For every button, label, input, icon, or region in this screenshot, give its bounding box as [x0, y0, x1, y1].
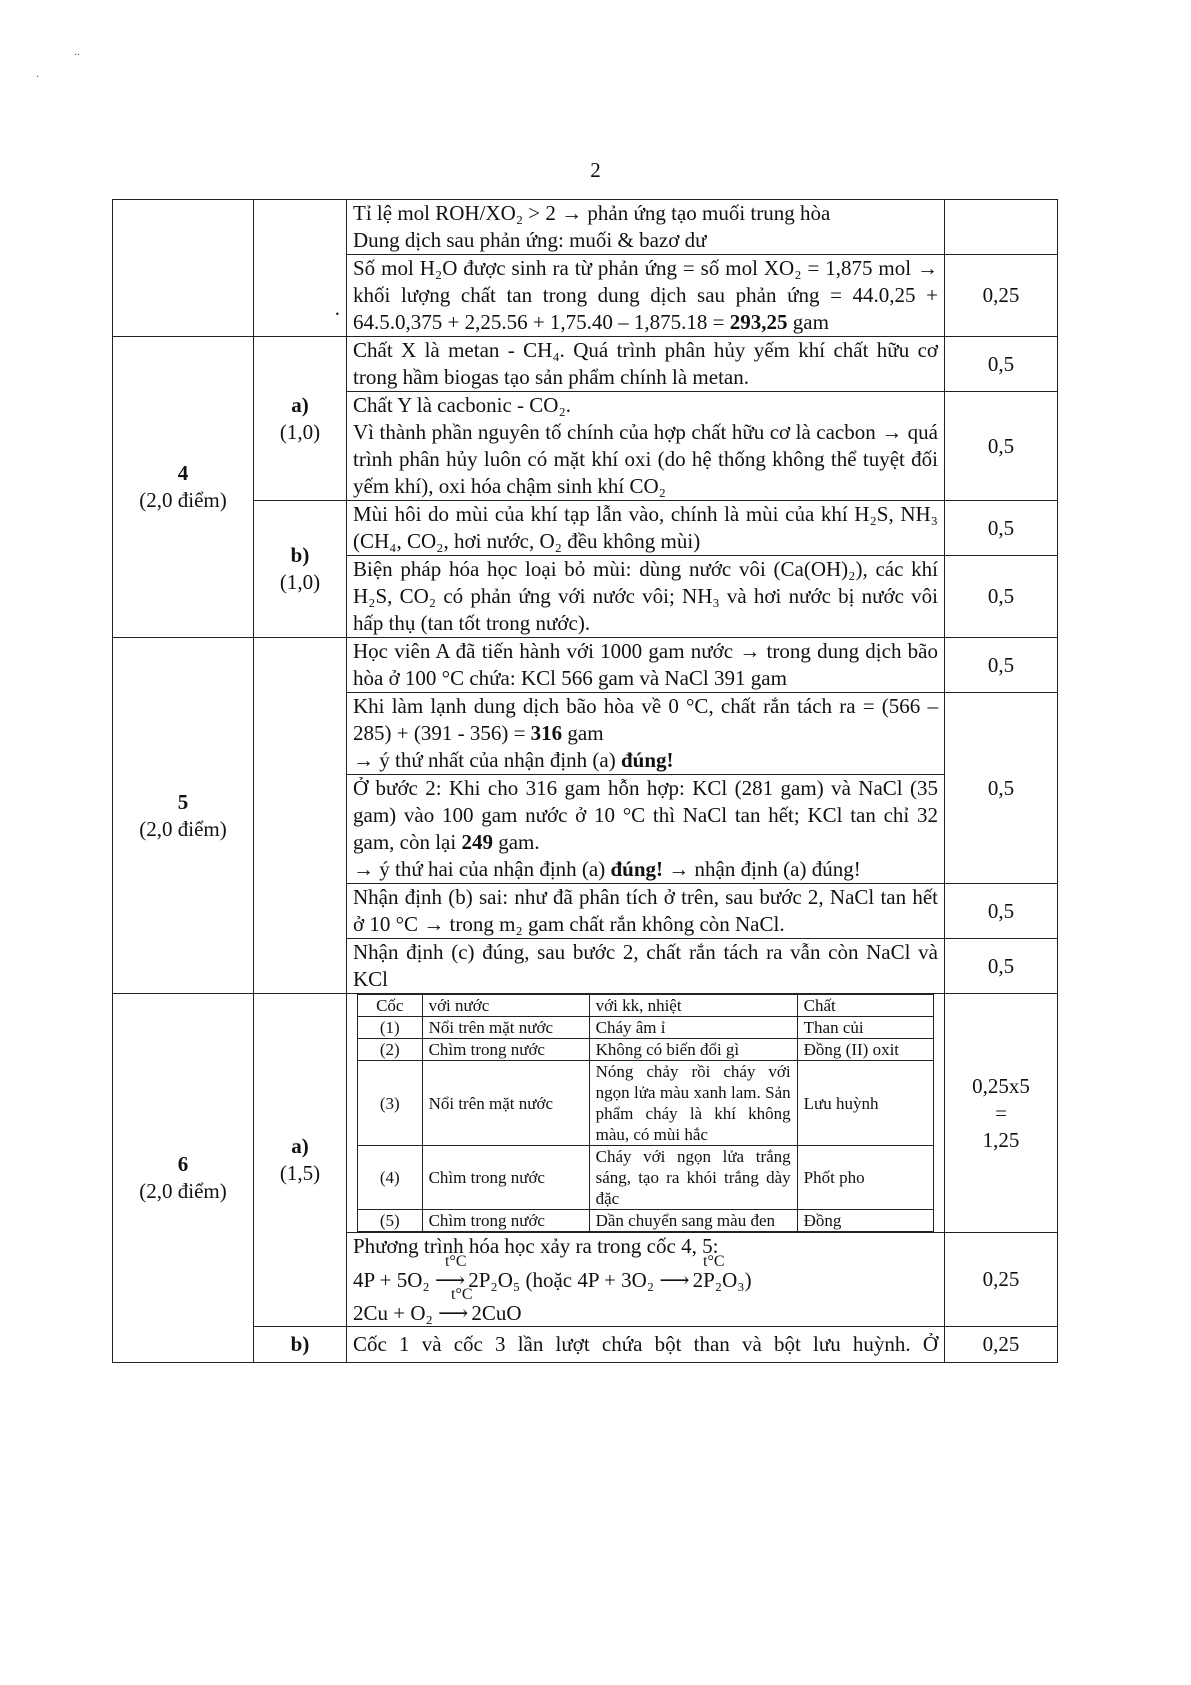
bold-value: đúng! — [610, 857, 664, 881]
question-cell — [113, 994, 254, 1363]
content-line: Vì thành phần nguyên tố chính của hợp chất hữu cơ là cacbon → quá trình phân hủy luôn có mặt khí oxi (do hệ thống không thể tuyệt đối yếm khí), oxi hóa chậm sinh khí CO₂ — [353, 420, 938, 498]
condition-label: t°C — [451, 1286, 473, 1303]
content-cell: Mùi hôi do mùi của khí tạp lẫn vào, chính là mùi của khí H₂S, NH₃ (CH₄, CO₂, hơi nước, O₂ đều không mùi) — [347, 501, 945, 556]
page-number: 2 — [590, 158, 601, 182]
equation-text: 2P₂O₃) — [692, 1268, 752, 1292]
content-text: → ý thứ hai của nhận định (a) — [353, 857, 611, 881]
content-text: gam. — [492, 830, 540, 854]
content-cell — [347, 994, 945, 1233]
content-line: Chất Y là cacbonic - CO₂. — [353, 393, 572, 417]
content-cell: Nhận định (c) đúng, sau bước 2, chất rắn tách ra vẫn còn NaCl và KCl — [347, 939, 945, 994]
score-line: = — [995, 1100, 1007, 1125]
inner-cell: Nổi trên mặt nước — [422, 1061, 589, 1146]
equation-text: 2Cu + O₂ — [353, 1301, 433, 1325]
question-points: (2,0 điểm) — [139, 816, 227, 841]
equation-line — [353, 1286, 938, 1326]
stray-dot: . — [334, 295, 340, 320]
inner-cell: Phốt pho — [797, 1146, 933, 1210]
part-points: (1,5) — [279, 1161, 321, 1185]
score-cell: 0,5 — [945, 939, 1058, 994]
scan-dot: . — [36, 66, 39, 80]
content-text: → ý thứ nhất của nhận định (a) — [353, 748, 621, 772]
content-cell — [347, 392, 945, 501]
part-points: (1,0) — [279, 419, 321, 444]
score-cell: 0,5 — [945, 392, 1058, 501]
inner-cell: Than củi — [797, 1017, 933, 1039]
part-label: a) — [291, 392, 309, 417]
inner-cell: Đồng — [797, 1210, 933, 1232]
inner-cell: Lưu huỳnh — [797, 1061, 933, 1146]
equation-text: 4P + 5O₂ — [353, 1268, 430, 1292]
inner-cell: Cháy với ngọn lửa trắng sáng, tạo ra khói trắng dày đặc — [589, 1146, 797, 1210]
score-cell: 0,5 — [945, 638, 1058, 693]
score-cell: 0,25 — [945, 255, 1058, 337]
inner-cell: Nổi trên mặt nước — [422, 1017, 589, 1039]
content-cell: Cốc 1 và cốc 3 lần lượt chứa bột than và bột lưu huỳnh. Ở — [347, 1327, 945, 1363]
inner-row — [358, 1039, 934, 1061]
inner-header: với kk, nhiệt — [589, 995, 797, 1017]
question-cell — [113, 638, 254, 994]
condition-label: t°C — [445, 1253, 467, 1270]
content-cell — [347, 693, 945, 775]
part-cell — [254, 1327, 347, 1363]
inner-cell: Chìm trong nước — [422, 1146, 589, 1210]
condition-label: t°C — [703, 1253, 725, 1270]
equation-text: 2CuO — [471, 1301, 522, 1325]
inner-cell: (5) — [358, 1210, 423, 1232]
inner-cell: Cháy âm ỉ — [589, 1017, 797, 1039]
bold-value: đúng! — [620, 748, 674, 772]
content-cell — [347, 200, 945, 255]
content-text: Khi làm lạnh dung dịch bão hòa về 0 °C, chất rắn tách ra = (566 – 285) + (391 - 356) = — [353, 694, 938, 745]
question-cell — [113, 337, 254, 638]
inner-header-row — [358, 995, 934, 1017]
table-row — [113, 200, 1058, 255]
part-label: b) — [290, 1332, 310, 1356]
score-line: 0,25x5 — [972, 1073, 1030, 1098]
score-cell: 0,5 — [945, 501, 1058, 556]
inner-cell: Dần chuyển sang màu đen — [589, 1210, 797, 1232]
inner-cell: (3) — [358, 1061, 423, 1146]
arrow-icon: ⟶ — [434, 1268, 466, 1292]
score-cell — [945, 200, 1058, 255]
inner-header: với nước — [422, 995, 589, 1017]
content-cell — [347, 775, 945, 884]
score-cell: 0,25 — [945, 1327, 1058, 1363]
equation-text: 2P₂O₅ (hoặc 4P + 3O₂ — [468, 1268, 655, 1292]
score-cell: 0,5 — [945, 693, 1058, 884]
part-cell — [254, 200, 347, 337]
arrow-icon: ⟶ — [659, 1268, 690, 1292]
content-cell: Chất X là metan - CH₄. Quá trình phân hủy yếm khí chất hữu cơ trong hầm biogas tạo sản phẩm chính là metan. — [347, 337, 945, 392]
content-cell — [347, 255, 945, 337]
inner-cell: (2) — [358, 1039, 423, 1061]
question-number: 4 — [177, 461, 189, 485]
part-cell — [254, 337, 347, 501]
inner-header: Chất — [797, 995, 933, 1017]
answer-table — [112, 199, 1058, 1363]
equation-line — [353, 1253, 938, 1293]
question-points: (2,0 điểm) — [139, 1179, 227, 1203]
content-cell: Biện pháp hóa học loại bỏ mùi: dùng nước vôi (Ca(OH)₂), các khí H₂S, CO₂ có phản ứng với nước vôi; NH₃ và hơi nước bị nước vôi hấp thụ (tan tốt trong nước). — [347, 556, 945, 638]
inner-cell: (1) — [358, 1017, 423, 1039]
inner-row — [358, 1017, 934, 1039]
inner-row — [358, 1210, 934, 1232]
bold-value: 249 — [461, 830, 493, 854]
question-cell — [113, 200, 254, 337]
part-cell — [254, 994, 347, 1327]
table-row — [113, 994, 1058, 1233]
content-line — [353, 856, 938, 883]
inner-row — [358, 1061, 934, 1146]
question-points: (2,0 điểm) — [139, 488, 227, 512]
inner-row — [358, 1146, 934, 1210]
part-cell — [254, 501, 347, 638]
part-points: (1,0) — [279, 570, 321, 594]
arrow-icon: ⟶ — [438, 1301, 469, 1325]
score-line: 1,25 — [982, 1127, 1020, 1152]
inner-cell: Nóng chảy rồi cháy với ngọn lửa màu xanh lam. Sản phẩm cháy là khí không màu, có mùi hắc — [589, 1061, 797, 1146]
table-row — [113, 638, 1058, 693]
part-cell — [254, 638, 347, 994]
score-cell: 0,25 — [945, 1233, 1058, 1327]
content-text: → nhận định (a) đúng! — [663, 857, 861, 881]
content-cell: Học viên A đã tiến hành với 1000 gam nước → trong dung dịch bão hòa ở 100 °C chứa: KCl 566 gam và NaCl 391 gam — [347, 638, 945, 693]
content-text: Ở bước 2: Khi cho 316 gam hỗn hợp: KCl (281 gam) và NaCl (35 gam) vào 100 gam nước ở 10 °C thì NaCl tan hết; KCl tan chỉ 32 gam, còn lại — [353, 776, 938, 854]
content-line — [353, 747, 938, 774]
content-cell — [347, 1233, 945, 1327]
content-text: gam — [787, 310, 829, 334]
score-cell — [945, 994, 1058, 1233]
content-text: gam — [562, 721, 604, 745]
content-line: Dung dịch sau phản ứng: muối & bazơ dư — [353, 228, 707, 252]
question-number: 6 — [177, 1152, 189, 1176]
bold-value: 316 — [530, 721, 563, 745]
inner-cell: (4) — [358, 1146, 423, 1210]
part-label: a) — [291, 1134, 309, 1158]
scan-dots: .. — [74, 44, 80, 58]
score-cell: 0,5 — [945, 337, 1058, 392]
table-row — [113, 1327, 1058, 1363]
table-row — [113, 501, 1058, 556]
content-text: Số mol H₂O được sinh ra từ phản ứng = số mol XO₂ = 1,875 mol → khối lượng chất tan trong dung dịch sau phản ứng = 44.0,25 + 64.5.0,375 + 2,25.56 + 1,75.40 – 1,875.18 = — [353, 256, 938, 334]
content-line: Tỉ lệ mol ROH/XO₂ > 2 → phản ứng tạo muối trung hòa — [353, 201, 831, 225]
part-label: b) — [290, 543, 310, 567]
inner-cell: Không có biến đổi gì — [589, 1039, 797, 1061]
inner-cell: Đồng (II) oxit — [797, 1039, 933, 1061]
inner-header: Cốc — [358, 995, 423, 1017]
table-row — [113, 337, 1058, 392]
observation-table — [357, 994, 934, 1232]
inner-cell: Chìm trong nước — [422, 1210, 589, 1232]
score-cell: 0,5 — [945, 556, 1058, 638]
question-number: 5 — [177, 789, 189, 814]
inner-cell: Chìm trong nước — [422, 1039, 589, 1061]
content-cell: Nhận định (b) sai: như đã phân tích ở trên, sau bước 2, NaCl tan hết ở 10 °C → trong m₂ gam chất rắn không còn NaCl. — [347, 884, 945, 939]
score-cell: 0,5 — [945, 884, 1058, 939]
bold-value: 293,25 — [729, 310, 788, 334]
content-line: Phương trình hóa học xảy ra trong cốc 4, 5: — [353, 1234, 719, 1258]
